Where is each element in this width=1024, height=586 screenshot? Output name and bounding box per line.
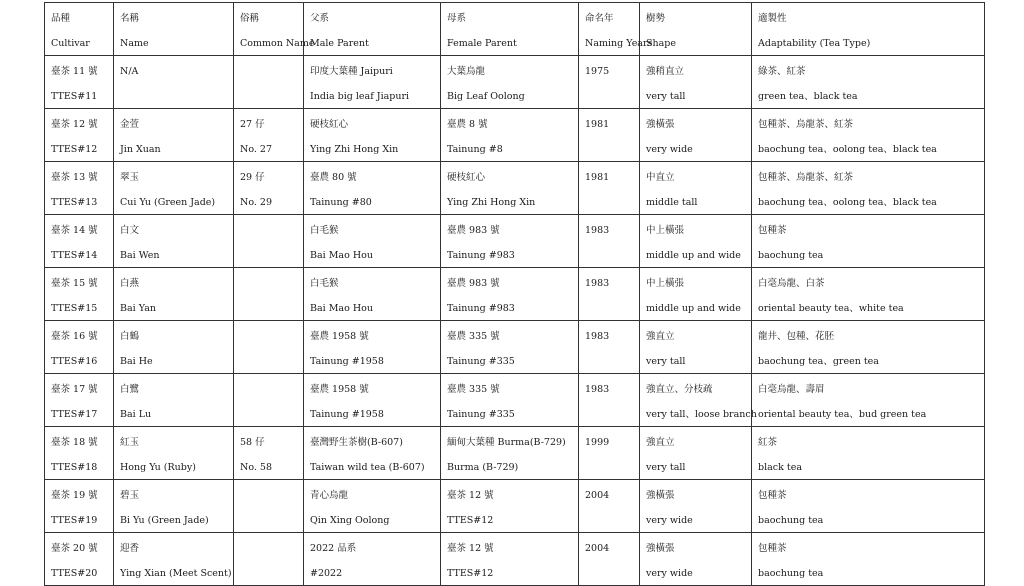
male-parent-cell: Tainung #1958 — [304, 402, 441, 427]
male-parent-cell: 印度大葉種 Jaipuri — [304, 56, 441, 85]
male-parent-cell: Tainung #80 — [304, 190, 441, 215]
cultivar-cell: TTES#16 — [45, 349, 114, 374]
name-cell: Bai Lu — [114, 402, 234, 427]
naming-year-cell: 1983 — [579, 268, 640, 297]
shape-cell: 強直立、分枝疏 — [640, 374, 752, 403]
name-cell: 白燕 — [114, 268, 234, 297]
shape-cell: 中上橫張 — [640, 268, 752, 297]
naming-year-cell: 1999 — [579, 427, 640, 456]
table-row-en — [45, 137, 985, 162]
cultivar-cell: TTES#15 — [45, 296, 114, 321]
name-cell: Bai Wen — [114, 243, 234, 268]
common-name-cell — [234, 402, 304, 427]
table-row-zh — [45, 480, 985, 509]
male-parent-cell: 2022 品系 — [304, 533, 441, 562]
name-cell: 碧玉 — [114, 480, 234, 509]
adaptability-cell: baochung tea — [752, 561, 985, 586]
adaptability-cell: baochung tea — [752, 508, 985, 533]
name-cell: Bai Yan — [114, 296, 234, 321]
shape-cell: middle up and wide — [640, 243, 752, 268]
table-row-en — [45, 349, 985, 374]
name-cell: 迎香 — [114, 533, 234, 562]
female-parent-cell: 臺茶 12 號 — [441, 480, 579, 509]
female-parent-cell: Tainung #8 — [441, 137, 579, 162]
shape-cell: very wide — [640, 561, 752, 586]
female-parent-cell: 大葉烏龍 — [441, 56, 579, 85]
male-parent-cell: 臺農 80 號 — [304, 162, 441, 191]
adaptability-cell: 包種茶、烏龍茶、紅茶 — [752, 162, 985, 191]
common-name-cell: No. 27 — [234, 137, 304, 162]
common-name-cell — [234, 321, 304, 350]
cultivar-table-container — [44, 2, 984, 586]
shape-cell: 中直立 — [640, 162, 752, 191]
common-name-cell — [234, 533, 304, 562]
naming-year-cell: 1983 — [579, 215, 640, 244]
table-row-zh — [45, 268, 985, 297]
adaptability-cell: baochung tea、green tea — [752, 349, 985, 374]
adaptability-cell: black tea — [752, 455, 985, 480]
adaptability-cell: Adaptability (Tea Type) — [752, 31, 985, 56]
common-name-cell — [234, 349, 304, 374]
name-cell: 白鶴 — [114, 321, 234, 350]
female-parent-cell: 母系 — [441, 3, 579, 32]
name-cell: 名稱 — [114, 3, 234, 32]
naming-year-cell: 1983 — [579, 374, 640, 403]
male-parent-cell: Bai Mao Hou — [304, 243, 441, 268]
naming-year-cell: 命名年 — [579, 3, 640, 32]
female-parent-cell: TTES#12 — [441, 508, 579, 533]
cultivar-cell: TTES#20 — [45, 561, 114, 586]
common-name-cell — [234, 268, 304, 297]
common-name-cell — [234, 243, 304, 268]
name-cell: Bai He — [114, 349, 234, 374]
male-parent-cell: Tainung #1958 — [304, 349, 441, 374]
common-name-cell — [234, 296, 304, 321]
female-parent-cell: 臺農 335 號 — [441, 321, 579, 350]
naming-year-cell: 2004 — [579, 533, 640, 562]
common-name-cell: 29 仔 — [234, 162, 304, 191]
naming-year-cell: 1975 — [579, 56, 640, 85]
shape-cell: very tall — [640, 84, 752, 109]
female-parent-cell: Burma (B-729) — [441, 455, 579, 480]
cultivar-cell: 臺茶 19 號 — [45, 480, 114, 509]
name-cell — [114, 84, 234, 109]
naming-year-cell — [579, 190, 640, 215]
adaptability-cell: 白毫烏龍、壽眉 — [752, 374, 985, 403]
shape-cell: 強橫張 — [640, 533, 752, 562]
adaptability-cell: baochung tea — [752, 243, 985, 268]
adaptability-cell: 適製性 — [752, 3, 985, 32]
name-cell: Bi Yu (Green Jade) — [114, 508, 234, 533]
female-parent-cell: TTES#12 — [441, 561, 579, 586]
naming-year-cell: 1981 — [579, 162, 640, 191]
cultivar-cell: TTES#19 — [45, 508, 114, 533]
naming-year-cell — [579, 455, 640, 480]
table-row-en — [45, 402, 985, 427]
common-name-cell — [234, 56, 304, 85]
female-parent-cell: Tainung #983 — [441, 296, 579, 321]
adaptability-cell: green tea、black tea — [752, 84, 985, 109]
adaptability-cell: 包種茶 — [752, 480, 985, 509]
shape-cell: very tall — [640, 349, 752, 374]
shape-cell: 強稍直立 — [640, 56, 752, 85]
cultivar-cell: 臺茶 16 號 — [45, 321, 114, 350]
adaptability-cell: 白毫烏龍、白茶 — [752, 268, 985, 297]
naming-year-cell — [579, 349, 640, 374]
cultivar-cell: 臺茶 14 號 — [45, 215, 114, 244]
naming-year-cell — [579, 402, 640, 427]
cultivar-cell: 品種 — [45, 3, 114, 32]
naming-year-cell: 1983 — [579, 321, 640, 350]
shape-cell: 強橫張 — [640, 109, 752, 138]
naming-year-cell: Naming Years — [579, 31, 640, 56]
name-cell: 金萱 — [114, 109, 234, 138]
table-row-zh — [45, 321, 985, 350]
male-parent-cell: 硬枝紅心 — [304, 109, 441, 138]
tea-cultivar-table — [44, 2, 985, 586]
table-row-en — [45, 84, 985, 109]
name-cell: Hong Yu (Ruby) — [114, 455, 234, 480]
common-name-cell: Common Name — [234, 31, 304, 56]
cultivar-cell: 臺茶 11 號 — [45, 56, 114, 85]
female-parent-cell: Tainung #335 — [441, 402, 579, 427]
cultivar-cell: 臺茶 17 號 — [45, 374, 114, 403]
naming-year-cell — [579, 508, 640, 533]
adaptability-cell: baochung tea、oolong tea、black tea — [752, 137, 985, 162]
table-row-zh — [45, 427, 985, 456]
shape-cell: 樹勢 — [640, 3, 752, 32]
name-cell: 翠玉 — [114, 162, 234, 191]
male-parent-cell: Male Parent — [304, 31, 441, 56]
male-parent-cell: 臺農 1958 號 — [304, 374, 441, 403]
female-parent-cell: 臺農 983 號 — [441, 268, 579, 297]
common-name-cell — [234, 84, 304, 109]
common-name-cell — [234, 561, 304, 586]
common-name-cell — [234, 508, 304, 533]
male-parent-cell: 青心烏龍 — [304, 480, 441, 509]
table-row-en — [45, 508, 985, 533]
shape-cell: 強橫張 — [640, 480, 752, 509]
naming-year-cell: 2004 — [579, 480, 640, 509]
cultivar-cell: TTES#18 — [45, 455, 114, 480]
shape-cell: 強直立 — [640, 321, 752, 350]
common-name-cell: 俗稱 — [234, 3, 304, 32]
female-parent-cell: Big Leaf Oolong — [441, 84, 579, 109]
cultivar-cell: 臺茶 15 號 — [45, 268, 114, 297]
adaptability-cell: 龍井、包種、花胚 — [752, 321, 985, 350]
shape-cell: 中上橫張 — [640, 215, 752, 244]
shape-cell: Shape — [640, 31, 752, 56]
table-row-en — [45, 243, 985, 268]
female-parent-cell: Tainung #983 — [441, 243, 579, 268]
shape-cell: middle up and wide — [640, 296, 752, 321]
shape-cell: 強直立 — [640, 427, 752, 456]
male-parent-cell: Ying Zhi Hong Xin — [304, 137, 441, 162]
name-cell: 紅玉 — [114, 427, 234, 456]
adaptability-cell: 包種茶、烏龍茶、紅茶 — [752, 109, 985, 138]
cultivar-cell: 臺茶 18 號 — [45, 427, 114, 456]
name-cell: Name — [114, 31, 234, 56]
female-parent-cell: 緬甸大葉種 Burma(B-729) — [441, 427, 579, 456]
adaptability-cell: 包種茶 — [752, 215, 985, 244]
naming-year-cell — [579, 561, 640, 586]
cultivar-cell: TTES#14 — [45, 243, 114, 268]
name-cell: Cui Yu (Green Jade) — [114, 190, 234, 215]
male-parent-cell: Taiwan wild tea (B-607) — [304, 455, 441, 480]
cultivar-cell: TTES#11 — [45, 84, 114, 109]
shape-cell: very tall — [640, 455, 752, 480]
shape-cell: middle tall — [640, 190, 752, 215]
cultivar-cell: 臺茶 13 號 — [45, 162, 114, 191]
name-cell: Ying Xian (Meet Scent) — [114, 561, 234, 586]
male-parent-cell: 父系 — [304, 3, 441, 32]
adaptability-cell: 紅茶 — [752, 427, 985, 456]
shape-cell: very tall、loose branch — [640, 402, 752, 427]
name-cell: 白鷺 — [114, 374, 234, 403]
table-row-zh — [45, 162, 985, 191]
table-row-zh — [45, 374, 985, 403]
table-row-en — [45, 561, 985, 586]
common-name-cell: No. 58 — [234, 455, 304, 480]
naming-year-cell: 1981 — [579, 109, 640, 138]
shape-cell: very wide — [640, 508, 752, 533]
cultivar-cell: TTES#12 — [45, 137, 114, 162]
common-name-cell — [234, 480, 304, 509]
name-cell: N/A — [114, 56, 234, 85]
name-cell: 白文 — [114, 215, 234, 244]
table-row-zh — [45, 215, 985, 244]
male-parent-cell: 白毛猴 — [304, 268, 441, 297]
cultivar-cell: 臺茶 12 號 — [45, 109, 114, 138]
male-parent-cell: Bai Mao Hou — [304, 296, 441, 321]
naming-year-cell — [579, 137, 640, 162]
naming-year-cell — [579, 243, 640, 268]
male-parent-cell: 臺農 1958 號 — [304, 321, 441, 350]
male-parent-cell: Qin Xing Oolong — [304, 508, 441, 533]
male-parent-cell: 白毛猴 — [304, 215, 441, 244]
common-name-cell: 27 仔 — [234, 109, 304, 138]
table-row-zh — [45, 109, 985, 138]
naming-year-cell — [579, 84, 640, 109]
female-parent-cell: 臺農 983 號 — [441, 215, 579, 244]
male-parent-cell: 臺灣野生茶樹(B-607) — [304, 427, 441, 456]
header-row-en — [45, 31, 985, 56]
female-parent-cell: Tainung #335 — [441, 349, 579, 374]
table-row-zh — [45, 56, 985, 85]
adaptability-cell: oriental beauty tea、white tea — [752, 296, 985, 321]
female-parent-cell: Ying Zhi Hong Xin — [441, 190, 579, 215]
cultivar-cell: Cultivar — [45, 31, 114, 56]
shape-cell: very wide — [640, 137, 752, 162]
female-parent-cell: 臺農 335 號 — [441, 374, 579, 403]
cultivar-cell: 臺茶 20 號 — [45, 533, 114, 562]
female-parent-cell: 硬枝紅心 — [441, 162, 579, 191]
common-name-cell — [234, 374, 304, 403]
common-name-cell: 58 仔 — [234, 427, 304, 456]
cultivar-cell: TTES#17 — [45, 402, 114, 427]
table-row-zh — [45, 533, 985, 562]
female-parent-cell: 臺茶 12 號 — [441, 533, 579, 562]
common-name-cell — [234, 215, 304, 244]
male-parent-cell: India big leaf Jiapuri — [304, 84, 441, 109]
header-row-zh — [45, 3, 985, 32]
adaptability-cell: baochung tea、oolong tea、black tea — [752, 190, 985, 215]
adaptability-cell: oriental beauty tea、bud green tea — [752, 402, 985, 427]
table-row-en — [45, 296, 985, 321]
cultivar-cell: TTES#13 — [45, 190, 114, 215]
table-row-en — [45, 190, 985, 215]
common-name-cell: No. 29 — [234, 190, 304, 215]
female-parent-cell: Female Parent — [441, 31, 579, 56]
adaptability-cell: 包種茶 — [752, 533, 985, 562]
naming-year-cell — [579, 296, 640, 321]
table-row-en — [45, 455, 985, 480]
name-cell: Jin Xuan — [114, 137, 234, 162]
female-parent-cell: 臺農 8 號 — [441, 109, 579, 138]
male-parent-cell: #2022 — [304, 561, 441, 586]
adaptability-cell: 綠茶、紅茶 — [752, 56, 985, 85]
